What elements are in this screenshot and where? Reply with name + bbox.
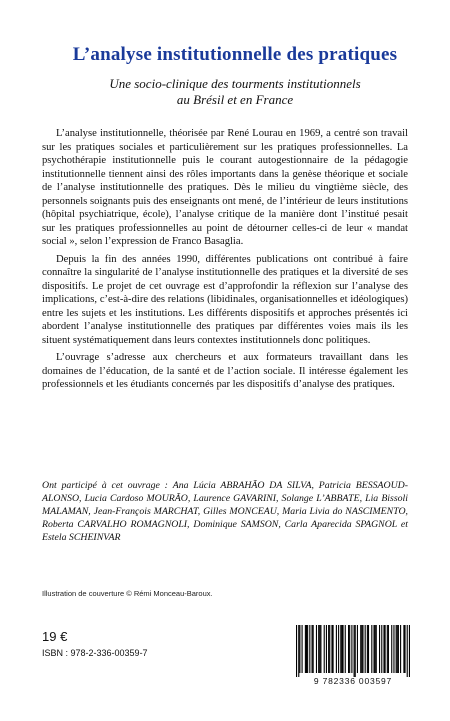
barcode-bar — [376, 625, 377, 673]
summary-paragraph-3: L’ouvrage s’adresse aux chercheurs et aux formateurs travaillant dans les domaines de l’éducation, de la santé et de l’action sociale. Il intéresse également les professionnels et les étudiants concernés par les dispositifs d’analyse des pratiques. — [42, 352, 408, 390]
barcode-bar — [340, 625, 341, 673]
barcode-bar — [318, 625, 319, 673]
barcode-bar — [371, 625, 372, 673]
barcode-bar — [316, 625, 317, 673]
barcode-bar — [313, 625, 314, 673]
barcode-bar — [309, 625, 310, 673]
barcode — [296, 625, 410, 677]
barcode-bar — [393, 625, 394, 673]
barcode-bar — [404, 625, 405, 673]
barcode-bar — [345, 625, 346, 673]
barcode-bar — [361, 625, 362, 673]
price: 19 € — [42, 629, 68, 644]
barcode-bar — [373, 625, 374, 673]
summary-text — [42, 127, 408, 396]
barcode-bar — [381, 625, 382, 673]
barcode-bar — [298, 625, 299, 677]
barcode-bar — [403, 625, 404, 673]
book-title: L’analyse institutionnelle des pratiques — [72, 44, 398, 65]
barcode-bar — [320, 625, 321, 673]
barcode-bar — [324, 625, 325, 673]
barcode-bar — [360, 625, 361, 673]
barcode-bar — [333, 625, 334, 673]
barcode-bar — [338, 625, 339, 673]
barcode-bar — [326, 625, 327, 673]
barcode-bar — [383, 625, 384, 673]
barcode-bar — [387, 625, 388, 673]
subtitle-line-1: Une socio-clinique des tourments institutionnels — [109, 76, 361, 91]
barcode-bar — [341, 625, 342, 673]
isbn: ISBN : 978-2-336-00359-7 — [42, 648, 148, 658]
barcode-digits: 9 782336 003597 — [313, 676, 393, 686]
contributors-names: Ana Lúcia ABRAHÃO DA SILVA, Patricia BESSAOUD-ALONSO, Lucia Cardoso MOURÃO, Laurence GAVARINI, Solange L’ABBATE, Lia Bissoli MALAMAN, Jean-François MARCHAT, Gilles MONCEAU, Maria Livia do NASCIMENTO, Roberta CARVALHO ROMAGNOLI, Dominique SAMSON, Carla Aparecida SPAGNOL et Estela SCHEINVAR — [42, 480, 408, 543]
barcode-bar — [391, 625, 392, 673]
barcode-bar — [354, 625, 355, 677]
barcode-bar — [385, 625, 386, 673]
barcode-bar — [388, 625, 389, 673]
summary-paragraph-1: L’analyse institutionnelle, théorisée par René Lourau en 1969, a centré son travail sur les pratiques sociales et particulièrement sur les pratiques professionnelles. La psychothérapie institutionnelle puis le courant autogestionnaire de la pédagogie institutionnelle tiennent ainsi des rôles importants dans la genèse théorique et sociale de l’analyse institutionnelle des pratiques. Dès le milieu du vingtième siècle, des personnels soignants puis des enseignants ont mené, de l’intérieur de leurs institutions (hôpital psychiatrique, école), l’analyse critique de la manière dont l’institué pesait sur les pratiques professionnelles au point de détourner celles-ci de leur « mandat social », selon l’expression de Franco Basaglia. — [42, 128, 408, 247]
contributors-block — [42, 479, 408, 544]
barcode-bar — [368, 625, 369, 673]
barcode-bar — [355, 625, 356, 677]
barcode-bar — [312, 625, 313, 673]
book-subtitle — [70, 76, 400, 108]
contributors-intro: Ont participé à cet ouvrage : — [42, 480, 168, 491]
barcode-bar — [305, 625, 306, 673]
cover-illustration-credit: Illustration de couverture © Rémi Monceau-Baroux. — [42, 589, 213, 598]
summary-paragraph-2: Depuis la fin des années 1990, différentes publications ont contribué à faire connaître la singularité de l’analyse institutionnelle des pratiques et la diversité de ses dispositifs. Le projet de cet ouvrage est d’approfondir la réflexion sur l’analyse des implications, c’est-à-dire des relations (libidinales, organisationnelles et idéologiques) entre les sujets et les institutions. Les différents dispositifs et approches présentés ici abordent l’analyse institutionnelle des pratiques par différentes voies mais ils les situent systématiquement dans leurs contextes institutionnels donc politiques. — [42, 253, 408, 346]
barcode-bar — [336, 625, 337, 673]
barcode-bar — [400, 625, 401, 673]
barcode-bar — [357, 625, 358, 673]
barcode-bar — [409, 625, 410, 677]
barcode-bar — [299, 625, 300, 673]
barcode-bar — [379, 625, 380, 673]
barcode-bar — [302, 625, 303, 673]
barcode-bar — [351, 625, 352, 673]
barcode-bar — [397, 625, 398, 673]
barcode-bar — [331, 625, 332, 673]
barcode-bar — [365, 625, 366, 673]
barcode-bar — [296, 625, 297, 677]
subtitle-line-2: au Brésil et en France — [176, 92, 294, 107]
barcode-bar — [307, 625, 308, 673]
barcode-bar — [349, 625, 350, 673]
barcode-bar — [407, 625, 408, 677]
barcode-bar — [398, 625, 399, 673]
barcode-bar — [375, 625, 376, 673]
barcode-bar — [306, 625, 307, 673]
barcode-bar — [329, 625, 330, 673]
barcode-bar — [328, 625, 329, 673]
barcode-bar — [396, 625, 397, 673]
barcode-bar — [367, 625, 368, 673]
barcode-bar — [348, 625, 349, 673]
barcode-bar — [362, 625, 363, 673]
barcode-graphic — [296, 625, 410, 677]
barcode-bar — [319, 625, 320, 673]
barcode-bar — [342, 625, 343, 673]
